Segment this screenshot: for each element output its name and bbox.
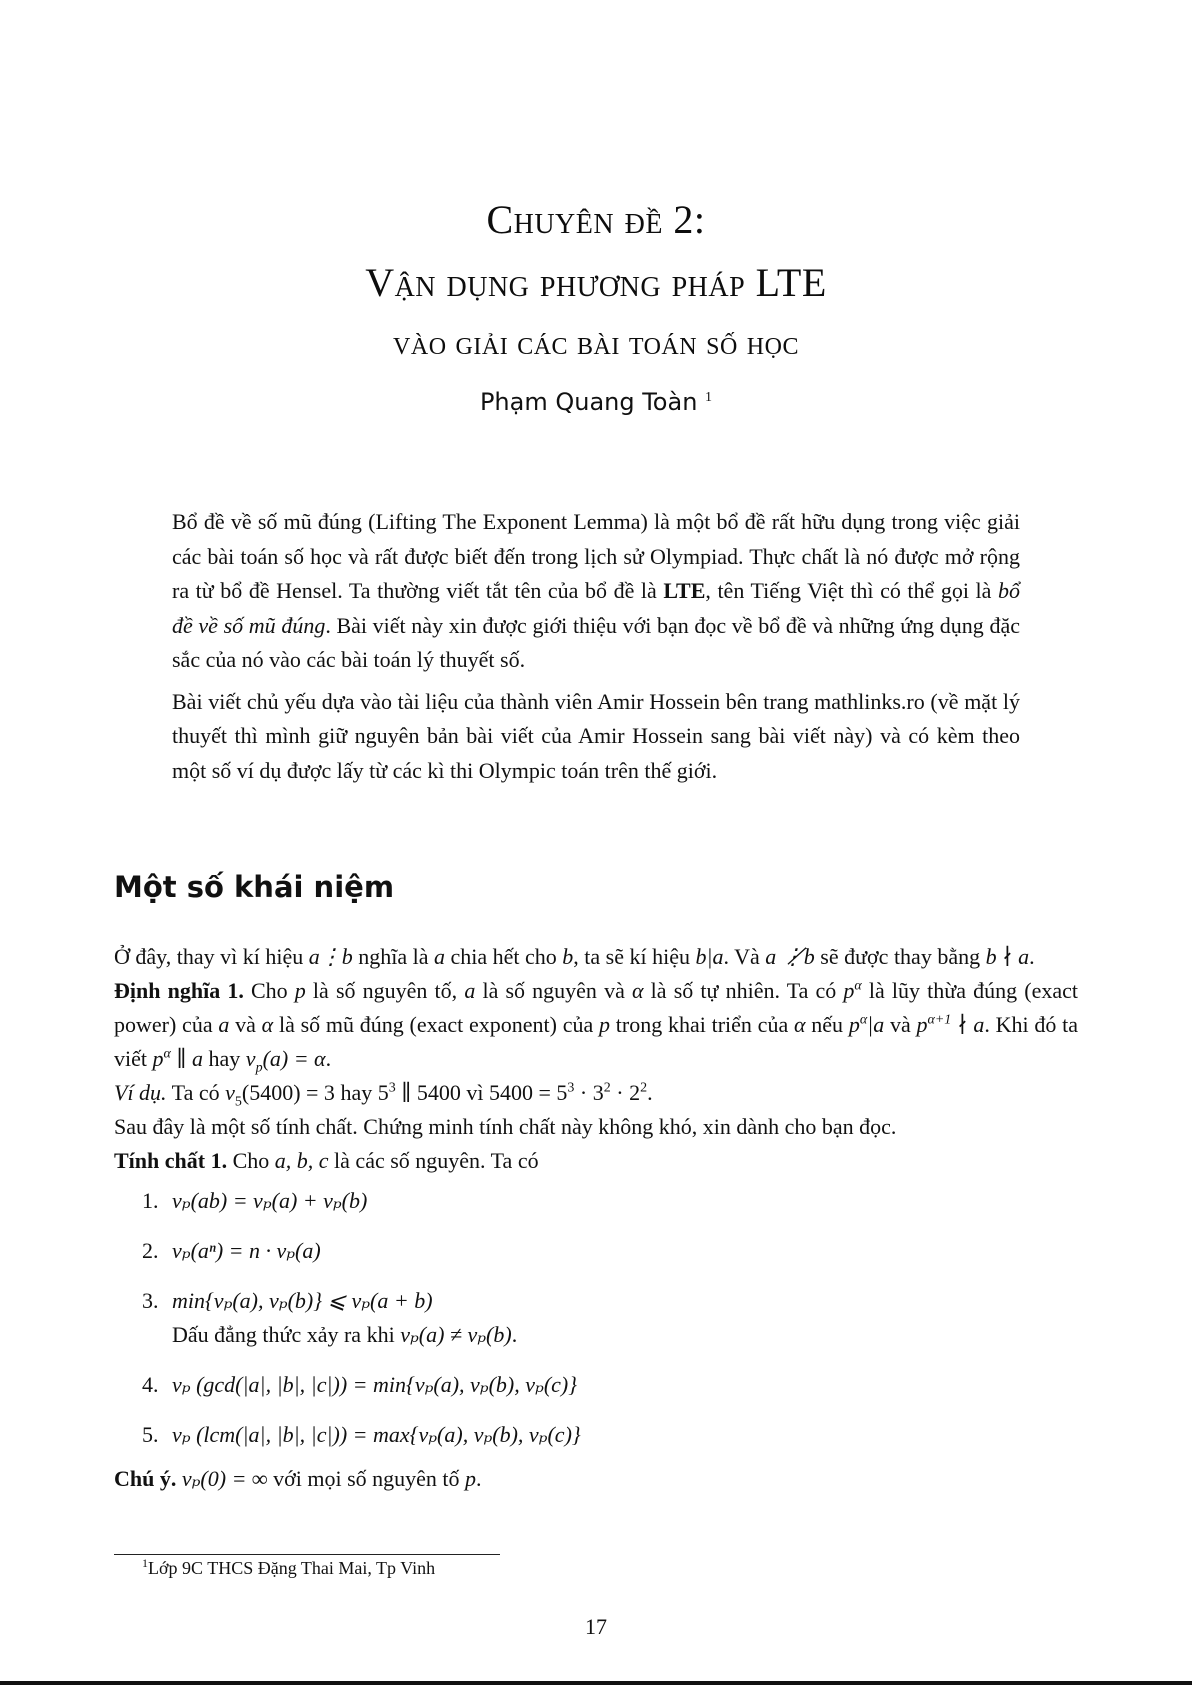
text: hay bbox=[203, 1046, 246, 1071]
footnote-text: Lớp 9C THCS Đặng Thai Mai, Tp Vinh bbox=[148, 1558, 436, 1578]
math: |a bbox=[867, 1012, 885, 1037]
property-paragraph bbox=[114, 1144, 1078, 1178]
author-name: Phạm Quang Toàn bbox=[479, 388, 698, 416]
text: Cho bbox=[243, 978, 295, 1003]
text: là số tự nhiên. Ta có bbox=[643, 978, 844, 1003]
text: hay bbox=[334, 1080, 378, 1105]
text: . bbox=[511, 1322, 518, 1347]
text: . bbox=[325, 1046, 332, 1071]
math bbox=[225, 1080, 235, 1105]
text: . Và bbox=[723, 944, 766, 969]
text: là lũy thừa đúng (exact power) của bbox=[114, 978, 1078, 1037]
property-label: Tính chất 1. bbox=[114, 1148, 228, 1173]
math: b ∤ a bbox=[985, 944, 1030, 969]
math: v bbox=[245, 1046, 256, 1071]
math: 2 bbox=[603, 1080, 611, 1096]
title-line-3: vào giải các bài toán số học bbox=[393, 325, 799, 362]
list-item bbox=[114, 1418, 1078, 1452]
math bbox=[917, 1012, 985, 1037]
title-line-1: Chuyên đề 2: bbox=[486, 197, 706, 242]
math: a, b, c bbox=[274, 1148, 329, 1173]
abstract bbox=[172, 505, 1020, 795]
item-number: 5. bbox=[142, 1422, 159, 1447]
definition-paragraph bbox=[114, 974, 1078, 1076]
math: α bbox=[163, 1046, 171, 1062]
abstract-paragraph-1 bbox=[172, 505, 1020, 678]
math: α bbox=[261, 1012, 274, 1037]
math: 2 bbox=[640, 1080, 648, 1096]
math: p bbox=[916, 1012, 928, 1037]
footnote-divider bbox=[114, 1554, 500, 1555]
abstract-paragraph-2: Bài viết chủ yếu dựa vào tài liệu của thành viên Amir Hossein bên trang mathlinks.ro (về mặt lý thuyết thì mình giữ nguyên bản bài viết của Amir Hossein sang bài viết này) và có kèm theo một số ví dụ được lấy từ các kì thi Olympic toán trên thế giới. bbox=[172, 688, 1020, 783]
math: a bbox=[433, 944, 445, 969]
math: p bbox=[843, 978, 855, 1003]
lte-term: LTE bbox=[663, 578, 706, 603]
math: 5 bbox=[377, 1080, 389, 1105]
example-label: Ví dụ. bbox=[114, 1080, 167, 1105]
math: · 2 bbox=[610, 1080, 641, 1105]
text: là số mũ đúng (exact exponent) của bbox=[273, 1012, 600, 1037]
math: (a) = α bbox=[262, 1046, 326, 1071]
notation-paragraph bbox=[114, 940, 1078, 974]
equality-note: Dấu đẳng thức xảy ra khi bbox=[172, 1322, 401, 1347]
main-body bbox=[114, 940, 1078, 1496]
footnote bbox=[142, 1558, 435, 1579]
math: a ⋮̸b bbox=[765, 944, 815, 969]
math: α bbox=[859, 1012, 868, 1028]
math: b bbox=[562, 944, 574, 969]
text: nếu bbox=[805, 1012, 849, 1037]
text: là số nguyên và bbox=[475, 978, 632, 1003]
text: là các số nguyên. Ta có bbox=[328, 1148, 539, 1173]
text: Ở đây, thay vì kí hiệu bbox=[114, 944, 309, 969]
math: ∤ a bbox=[951, 1012, 985, 1037]
section-heading: Một số khái niệm bbox=[114, 870, 395, 904]
math bbox=[843, 978, 861, 1003]
text: . bbox=[1029, 944, 1035, 969]
math: α bbox=[793, 1012, 806, 1037]
item-number: 4. bbox=[142, 1372, 159, 1397]
math: vₚ(0) = ∞ bbox=[181, 1466, 268, 1491]
math: α bbox=[854, 978, 862, 994]
math: a bbox=[218, 1012, 230, 1037]
example-paragraph bbox=[114, 1076, 1078, 1110]
title-block bbox=[0, 196, 1192, 416]
definition-label: Định nghĩa 1. bbox=[114, 978, 244, 1003]
item-number: 3. bbox=[142, 1288, 159, 1313]
math: p bbox=[465, 1466, 477, 1491]
formula: vₚ (lcm(|a|, |b|, |c|)) = max{vₚ(a), vₚ(b), vₚ(c)} bbox=[172, 1422, 581, 1447]
math: p bbox=[152, 1046, 164, 1071]
footnote-mark: 1 bbox=[705, 390, 713, 405]
formula: vₚ(a) ≠ vₚ(b) bbox=[400, 1322, 512, 1347]
item-number: 2. bbox=[142, 1238, 159, 1263]
note-label: Chú ý. bbox=[114, 1466, 177, 1491]
list-item bbox=[114, 1184, 1078, 1218]
abstract-text: . Bài viết này xin được giới thiệu với bạn đọc về bổ đề và những ứng dụng đặc sắc của nó vào các bài toán lý thuyết số. bbox=[172, 612, 1020, 672]
math bbox=[245, 1046, 326, 1076]
page-number: 17 bbox=[585, 1614, 607, 1639]
formula: vₚ(aⁿ) = n · vₚ(a) bbox=[172, 1238, 321, 1263]
math: v bbox=[225, 1080, 235, 1105]
formula: min{vₚ(a), vₚ(b)} ⩽ vₚ(a + b) bbox=[172, 1288, 433, 1313]
abstract-text: , tên Tiếng Việt thì có thể gọi là bbox=[705, 578, 998, 603]
math: 3 bbox=[567, 1080, 575, 1096]
math: a⋮b bbox=[308, 944, 353, 969]
math: · 3 bbox=[574, 1080, 604, 1105]
text: là số nguyên tố, bbox=[305, 978, 465, 1003]
list-item bbox=[114, 1368, 1078, 1402]
math: α+1 bbox=[927, 1012, 952, 1028]
math bbox=[153, 1046, 204, 1071]
text: vì bbox=[460, 1080, 489, 1105]
text: sẽ được thay bằng bbox=[814, 944, 986, 969]
formula: vₚ(ab) = vₚ(a) + vₚ(b) bbox=[172, 1188, 368, 1213]
text: chia hết cho bbox=[444, 944, 563, 969]
math: p bbox=[294, 978, 306, 1003]
text: Ta có bbox=[166, 1080, 226, 1105]
math: ∥ a bbox=[170, 1046, 204, 1071]
text: . bbox=[647, 1080, 653, 1105]
item-number: 1. bbox=[142, 1188, 159, 1213]
math: p bbox=[848, 1012, 860, 1037]
footnote-mark: 1 bbox=[142, 1556, 148, 1570]
bottom-border bbox=[0, 1681, 1192, 1685]
properties-intro: Sau đây là một số tính chất. Chứng minh tính chất này không khó, xin dành cho bạn đọc. bbox=[114, 1114, 897, 1139]
formula: vₚ (gcd(|a|, |b|, |c|)) = min{vₚ(a), vₚ(b), vₚ(c)} bbox=[172, 1372, 578, 1397]
text: . bbox=[476, 1466, 482, 1491]
property-list bbox=[114, 1184, 1078, 1452]
text: trong khai triển của bbox=[610, 1012, 794, 1037]
abstract-text: Bổ đề về số mũ đúng (Lifting The Exponent Lemma) là một bổ đề rất hữu dụng trong việc giải các bài toán số học và rất được biết đến trong lịch sử Olympiad. Thực chất là nó được mở rộng ra từ bổ đề Hensel. Ta thường viết tắt tên của bổ đề là bbox=[172, 509, 1020, 603]
text: với mọi số nguyên tố bbox=[267, 1466, 466, 1491]
text: Cho bbox=[227, 1148, 275, 1173]
text: nghĩa là bbox=[352, 944, 434, 969]
math: (5400) = 3 bbox=[241, 1080, 335, 1105]
text: và bbox=[884, 1012, 917, 1037]
math: p bbox=[599, 1012, 611, 1037]
title-line-2: Vận dụng phương pháp LTE bbox=[365, 260, 827, 305]
math: 3 bbox=[388, 1080, 396, 1096]
text: và bbox=[229, 1012, 262, 1037]
math: p bbox=[255, 1060, 263, 1076]
list-item bbox=[114, 1234, 1078, 1268]
list-item bbox=[114, 1284, 1078, 1352]
math: a bbox=[464, 978, 476, 1003]
math: b|a bbox=[695, 944, 724, 969]
math: 5 bbox=[234, 1094, 242, 1110]
note-paragraph bbox=[114, 1462, 1078, 1496]
author bbox=[0, 388, 1192, 416]
text: , ta sẽ kí hiệu bbox=[573, 944, 696, 969]
text: . Khi đó ta viết bbox=[114, 1012, 1079, 1071]
math: ∥ 5400 bbox=[395, 1080, 461, 1105]
math: α bbox=[631, 978, 644, 1003]
math: 5400 = 5 bbox=[489, 1080, 568, 1105]
lemma-name-italic: bổ đề về số mũ đúng bbox=[172, 578, 1020, 638]
math bbox=[849, 1012, 884, 1037]
